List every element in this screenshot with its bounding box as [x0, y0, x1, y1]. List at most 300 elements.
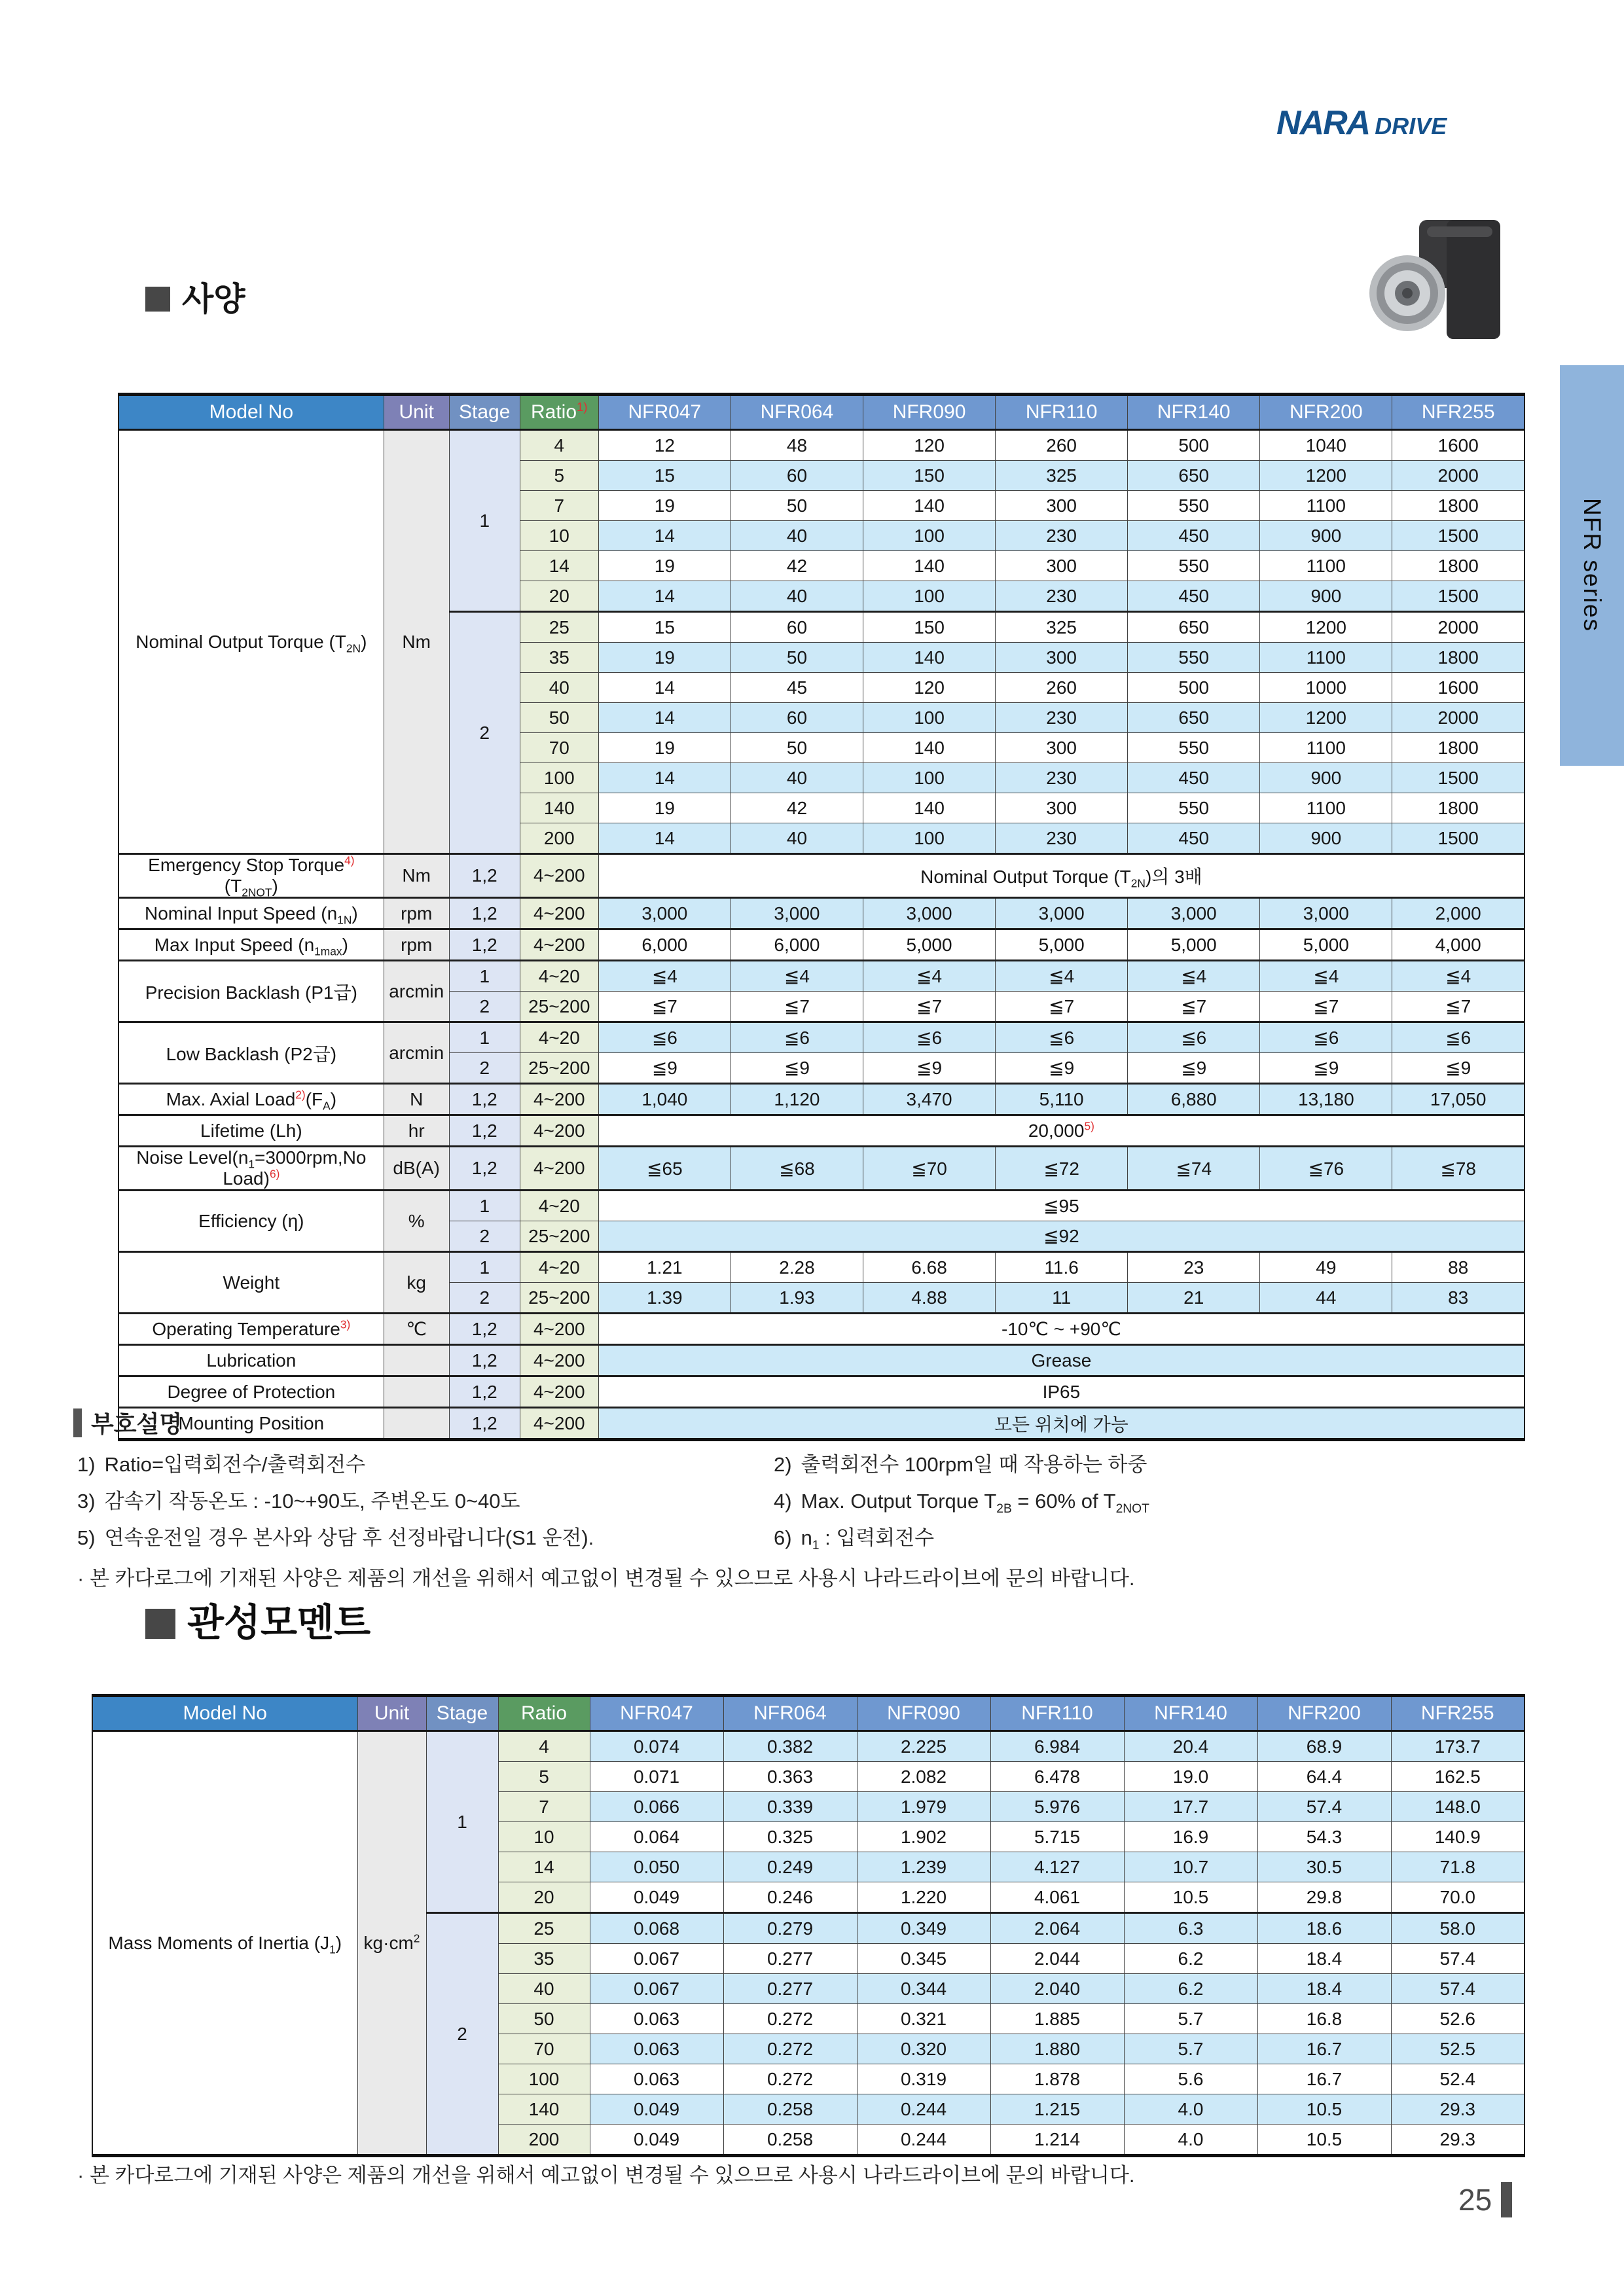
value-cell: 230	[996, 823, 1128, 854]
value-cell: 1800	[1392, 793, 1525, 823]
ratio-cell: 200	[498, 2125, 590, 2156]
value-cell: 230	[996, 521, 1128, 551]
stage-cell: 1,2	[449, 1115, 520, 1147]
value-cell: 450	[1128, 581, 1260, 612]
value-cell: ≦9	[863, 1053, 996, 1084]
value-cell: ≦7	[1392, 992, 1525, 1022]
value-cell: 4.0	[1124, 2094, 1257, 2125]
value-cell: ≦9	[996, 1053, 1128, 1084]
row-label-cell: Lubrication	[118, 1345, 384, 1376]
row-label-cell: Precision Backlash (P1급)	[118, 961, 384, 1022]
catalog-disclaimer-note: · 본 카다로그에 기재된 사양은 제품의 개선을 위해서 예고없이 변경될 수 있으므로 사용시 나라드라이브에 문의 바랍니다.	[77, 1567, 1135, 1590]
value-cell: 300	[996, 551, 1128, 581]
ratio-cell: 4~20	[520, 1022, 598, 1053]
stage-cell: 2	[449, 1221, 520, 1252]
row-label-cell: Low Backlash (P2급)	[118, 1022, 384, 1084]
value-cell: 150	[863, 461, 996, 491]
stage-cell: 2	[449, 612, 520, 854]
value-cell: 1.215	[990, 2094, 1124, 2125]
value-cell: 550	[1128, 491, 1260, 521]
value-cell: 100	[863, 763, 996, 793]
page-number-bar-icon	[1501, 2182, 1512, 2217]
value-cell: ≦6	[598, 1022, 731, 1053]
stage-cell: 1,2	[449, 854, 520, 898]
value-cell: 0.068	[590, 1913, 723, 1944]
merged-value-cell: Nominal Output Torque $(T_{2N})$의 3배	[598, 854, 1525, 898]
value-cell: 19	[598, 733, 731, 763]
value-cell: 140	[863, 793, 996, 823]
header-model-NFR110: NFR110	[990, 1696, 1124, 1731]
value-cell: 3,000	[996, 898, 1128, 929]
value-cell: 230	[996, 581, 1128, 612]
header-model-NFR064: NFR064	[723, 1696, 857, 1731]
value-cell: 1.239	[857, 1852, 990, 1882]
value-cell: 0.244	[857, 2094, 990, 2125]
value-cell: 1.39	[598, 1283, 731, 1314]
section-title-spec	[145, 281, 245, 317]
footnote-column-left	[77, 1448, 758, 1558]
value-cell: 5.715	[990, 1822, 1124, 1852]
ratio-cell: 5	[498, 1762, 590, 1792]
value-cell: 300	[996, 643, 1128, 673]
row-label-cell: Mounting Position	[118, 1408, 384, 1440]
value-cell: ≦9	[598, 1053, 731, 1084]
value-cell: 1000	[1260, 673, 1392, 703]
ratio-cell: 25	[498, 1913, 590, 1944]
value-cell: 550	[1128, 793, 1260, 823]
ratio-cell: 4~200	[520, 1084, 598, 1115]
unit-cell: %	[384, 1191, 449, 1252]
value-cell: ≦4	[598, 961, 731, 992]
ratio-cell: 25~200	[520, 992, 598, 1022]
stage-cell: 1,2	[449, 1345, 520, 1376]
value-cell: 650	[1128, 703, 1260, 733]
spec-table	[118, 393, 1525, 1441]
data-row-ratio-4	[92, 1731, 1525, 1762]
value-cell: 0.277	[723, 1944, 857, 1974]
value-cell: ≦9	[1392, 1053, 1525, 1084]
value-cell: 16.7	[1257, 2034, 1391, 2064]
value-cell: ≦70	[863, 1147, 996, 1191]
value-cell: 6.68	[863, 1252, 996, 1283]
brand-name-sub: DRIVE	[1375, 113, 1447, 139]
data-row	[118, 854, 1525, 898]
value-cell: 12	[598, 430, 731, 461]
data-row	[118, 1314, 1525, 1345]
page-footer	[1458, 2182, 1512, 2217]
header-model-NFR200: NFR200	[1260, 395, 1392, 430]
value-cell: 45	[731, 673, 863, 703]
value-cell: 550	[1128, 733, 1260, 763]
stage-cell: 1,2	[449, 898, 520, 929]
row-label-cell: Max. Axial $Load^{2)}(F_A)$	[118, 1084, 384, 1115]
value-cell: 1500	[1392, 763, 1525, 793]
value-cell: 650	[1128, 612, 1260, 643]
value-cell: 0.344	[857, 1974, 990, 2004]
value-cell: 52.6	[1391, 2004, 1525, 2034]
ratio-cell: 140	[520, 793, 598, 823]
value-cell: 16.8	[1257, 2004, 1391, 2034]
value-cell: 1.880	[990, 2034, 1124, 2064]
stage-cell: 1,2	[449, 929, 520, 961]
value-cell: 0.345	[857, 1944, 990, 1974]
value-cell: 3,000	[1128, 898, 1260, 929]
value-cell: 5,000	[1260, 929, 1392, 961]
value-cell: 60	[731, 612, 863, 643]
value-cell: ≦6	[1128, 1022, 1260, 1053]
row-label-cell: Operating Temperature$^{3)}$	[118, 1314, 384, 1345]
value-cell: 0.321	[857, 2004, 990, 2034]
value-cell: 550	[1128, 643, 1260, 673]
ratio-cell: 4~20	[520, 961, 598, 992]
stage-cell: 1,2	[449, 1314, 520, 1345]
unit-cell	[384, 1376, 449, 1408]
unit-cell: ℃	[384, 1314, 449, 1345]
inertia-table	[92, 1694, 1525, 2157]
value-cell: 140	[863, 733, 996, 763]
unit-cell: arcmin	[384, 961, 449, 1022]
value-cell: 29.3	[1391, 2094, 1525, 2125]
value-cell: 5,110	[996, 1084, 1128, 1115]
ratio-cell: 35	[520, 643, 598, 673]
value-cell: 1.878	[990, 2064, 1124, 2094]
value-cell: 5,000	[1128, 929, 1260, 961]
value-cell: 49	[1260, 1252, 1392, 1283]
header-model-NFR255: NFR255	[1391, 1696, 1525, 1731]
value-cell: 100	[863, 823, 996, 854]
value-cell: 14	[598, 823, 731, 854]
value-cell: 162.5	[1391, 1762, 1525, 1792]
unit-cell: Nm	[384, 854, 449, 898]
value-cell: ≦7	[1260, 992, 1392, 1022]
brand-name-main: NARA	[1276, 104, 1370, 142]
value-cell: ≦9	[731, 1053, 863, 1084]
series-side-tab-label: NFR series	[1579, 498, 1606, 633]
value-cell: 11	[996, 1283, 1128, 1314]
value-cell: 1200	[1260, 612, 1392, 643]
value-cell: 14	[598, 673, 731, 703]
value-cell: 1200	[1260, 461, 1392, 491]
value-cell: 29.3	[1391, 2125, 1525, 2156]
value-cell: 260	[996, 430, 1128, 461]
value-cell: 0.244	[857, 2125, 990, 2156]
value-cell: 1.885	[990, 2004, 1124, 2034]
ratio-cell: 4~200	[520, 1345, 598, 1376]
ratio-cell: 4~200	[520, 1376, 598, 1408]
ratio-cell: 25~200	[520, 1053, 598, 1084]
value-cell: 325	[996, 461, 1128, 491]
ratio-cell: 25~200	[520, 1283, 598, 1314]
value-cell: 1.93	[731, 1283, 863, 1314]
data-row	[118, 898, 1525, 929]
ratio-cell: 5	[520, 461, 598, 491]
value-cell: 0.064	[590, 1822, 723, 1852]
value-cell: 2.064	[990, 1913, 1124, 1944]
value-cell: 2.040	[990, 1974, 1124, 2004]
data-row	[118, 1345, 1525, 1376]
header-stage: Stage	[449, 395, 520, 430]
value-cell: 17.7	[1124, 1792, 1257, 1822]
value-cell: 100	[863, 521, 996, 551]
value-cell: 60	[731, 461, 863, 491]
square-bullet-icon	[145, 1609, 175, 1639]
value-cell: 100	[863, 703, 996, 733]
unit-cell: $kg\cdot cm^2$	[357, 1731, 426, 2156]
value-cell: 57.4	[1257, 1792, 1391, 1822]
value-cell: 1,040	[598, 1084, 731, 1115]
value-cell: 2,000	[1392, 898, 1525, 929]
value-cell: 30.5	[1257, 1852, 1391, 1882]
row-label-cell: Emergency Stop $Torque^{4)}(T_{2NOT})$	[118, 854, 384, 898]
value-cell: 140.9	[1391, 1822, 1525, 1852]
ratio-cell: 4	[520, 430, 598, 461]
value-cell: 450	[1128, 823, 1260, 854]
unit-cell: arcmin	[384, 1022, 449, 1084]
merged-value-cell: -10℃ ~ +90℃	[598, 1314, 1525, 1345]
value-cell: ≦7	[731, 992, 863, 1022]
header-model-NFR255: NFR255	[1392, 395, 1525, 430]
value-cell: 500	[1128, 673, 1260, 703]
footnote-item: 6) $n_1$ : 입력회전수	[774, 1526, 935, 1553]
value-cell: 0.319	[857, 2064, 990, 2094]
data-row-ratio-4	[118, 430, 1525, 461]
ratio-cell: 20	[520, 581, 598, 612]
ratio-cell: 7	[498, 1792, 590, 1822]
value-cell: 0.272	[723, 2004, 857, 2034]
value-cell: 18.6	[1257, 1913, 1391, 1944]
value-cell: 6.984	[990, 1731, 1124, 1762]
stage-cell: 2	[449, 992, 520, 1022]
value-cell: 140	[863, 551, 996, 581]
value-cell: 1800	[1392, 491, 1525, 521]
value-cell: 40	[731, 823, 863, 854]
value-cell: ≦65	[598, 1147, 731, 1191]
unit-cell: Nm	[384, 430, 449, 854]
value-cell: 40	[731, 521, 863, 551]
value-cell: ≦78	[1392, 1147, 1525, 1191]
merged-value-cell: IP65	[598, 1376, 1525, 1408]
value-cell: 14	[598, 521, 731, 551]
value-cell: 0.049	[590, 2125, 723, 2156]
row-label-cell: Max Input Speed $(n_{1max})$	[118, 929, 384, 961]
footnote-number: 3)	[77, 1490, 96, 1513]
section-title-inertia	[145, 1602, 370, 1644]
value-cell: ≦6	[996, 1022, 1128, 1053]
section-title-spec-text: 사양	[182, 281, 245, 317]
value-cell: ≦7	[1128, 992, 1260, 1022]
value-cell: 0.063	[590, 2064, 723, 2094]
value-cell: 1100	[1260, 491, 1392, 521]
ratio-cell: 40	[520, 673, 598, 703]
page-number: 25	[1458, 2183, 1492, 2217]
data-row	[118, 1147, 1525, 1191]
value-cell: 450	[1128, 763, 1260, 793]
value-cell: 6,000	[598, 929, 731, 961]
value-cell: 325	[996, 612, 1128, 643]
footnote-item: 4) Max. Output Torque $T_{2B} = 60\%$ of $T_{2NOT}$	[774, 1490, 1149, 1516]
ratio-cell: 25~200	[520, 1221, 598, 1252]
merged-value-cell: 모든 위치에 가능	[598, 1408, 1525, 1440]
value-cell: 2000	[1392, 703, 1525, 733]
row-label-cell: Efficiency (η)	[118, 1191, 384, 1252]
ratio-cell: 14	[520, 551, 598, 581]
value-cell: ≦4	[1260, 961, 1392, 992]
header-model-no: Model No	[118, 395, 384, 430]
value-cell: 50	[731, 733, 863, 763]
data-row	[118, 1376, 1525, 1408]
data-row	[118, 1252, 1525, 1283]
value-cell: 6,000	[731, 929, 863, 961]
footnote-legend-title-text: 부호설명	[91, 1410, 183, 1437]
value-cell: 550	[1128, 551, 1260, 581]
value-cell: 60	[731, 703, 863, 733]
value-cell: 1100	[1260, 733, 1392, 763]
value-cell: 68.9	[1257, 1731, 1391, 1762]
row-label-cell: Degree of Protection	[118, 1376, 384, 1408]
value-cell: 1500	[1392, 521, 1525, 551]
ratio-cell: 100	[520, 763, 598, 793]
value-cell: 19	[598, 491, 731, 521]
value-cell: 0.272	[723, 2064, 857, 2094]
value-cell: 5.6	[1124, 2064, 1257, 2094]
unit-cell: rpm	[384, 929, 449, 961]
row-label-cell: Nominal Input Speed $(n_{1N})$	[118, 898, 384, 929]
value-cell: 57.4	[1391, 1974, 1525, 2004]
value-cell: 6.2	[1124, 1944, 1257, 1974]
value-cell: 230	[996, 703, 1128, 733]
value-cell: 0.325	[723, 1822, 857, 1852]
value-cell: 5,000	[863, 929, 996, 961]
value-cell: ≦6	[863, 1022, 996, 1053]
ratio-cell: 70	[520, 733, 598, 763]
unit-cell: N	[384, 1084, 449, 1115]
value-cell: 5.7	[1124, 2004, 1257, 2034]
value-cell: 1600	[1392, 430, 1525, 461]
value-cell: 300	[996, 491, 1128, 521]
stage-cell: 1,2	[449, 1084, 520, 1115]
value-cell: 0.246	[723, 1882, 857, 1913]
value-cell: 0.050	[590, 1852, 723, 1882]
header-row	[92, 1696, 1525, 1731]
value-cell: 83	[1392, 1283, 1525, 1314]
value-cell: 0.071	[590, 1762, 723, 1792]
header-model-NFR140: NFR140	[1124, 1696, 1257, 1731]
value-cell: 16.9	[1124, 1822, 1257, 1852]
value-cell: 5.976	[990, 1792, 1124, 1822]
value-cell: 0.049	[590, 2094, 723, 2125]
header-row	[118, 395, 1525, 430]
stage-cell: 1	[449, 1022, 520, 1053]
unit-cell	[384, 1345, 449, 1376]
value-cell: 19.0	[1124, 1762, 1257, 1792]
stage-cell: 1,2	[449, 1376, 520, 1408]
value-cell: ≦72	[996, 1147, 1128, 1191]
value-cell: 5,000	[996, 929, 1128, 961]
stage-cell: 2	[449, 1283, 520, 1314]
value-cell: 52.4	[1391, 2064, 1525, 2094]
value-cell: 29.8	[1257, 1882, 1391, 1913]
data-row	[118, 1191, 1525, 1221]
header-stage: Stage	[426, 1696, 498, 1731]
footnote-number: 6)	[774, 1526, 792, 1549]
value-cell: 1800	[1392, 643, 1525, 673]
header-ratio: Ratio$^{1)}$	[520, 395, 598, 430]
value-cell: 40	[731, 763, 863, 793]
value-cell: 1600	[1392, 673, 1525, 703]
header-unit: Unit	[357, 1696, 426, 1731]
value-cell: 16.7	[1257, 2064, 1391, 2094]
stage-cell: 1	[449, 961, 520, 992]
ratio-cell: 50	[520, 703, 598, 733]
header-model-NFR140: NFR140	[1128, 395, 1260, 430]
value-cell: 0.249	[723, 1852, 857, 1882]
value-cell: 44	[1260, 1283, 1392, 1314]
value-cell: 173.7	[1391, 1731, 1525, 1762]
value-cell: 19	[598, 643, 731, 673]
value-cell: ≦9	[1260, 1053, 1392, 1084]
row-label-cell: Mass Moments of Inertia $(J_1)$	[92, 1731, 357, 2156]
ratio-cell: 100	[498, 2064, 590, 2094]
value-cell: 14	[598, 703, 731, 733]
value-cell: 15	[598, 461, 731, 491]
value-cell: 50	[731, 643, 863, 673]
value-cell: 20.4	[1124, 1731, 1257, 1762]
stage-cell: 1	[426, 1731, 498, 1913]
value-cell: 58.0	[1391, 1913, 1525, 1944]
value-cell: 0.279	[723, 1913, 857, 1944]
value-cell: ≦9	[1128, 1053, 1260, 1084]
value-cell: 1.902	[857, 1822, 990, 1852]
stage-cell: 1	[449, 430, 520, 612]
value-cell: 0.258	[723, 2094, 857, 2125]
value-cell: ≦74	[1128, 1147, 1260, 1191]
value-cell: 3,000	[598, 898, 731, 929]
footnote-item: 3) 감속기 작동온도 : -10~+90도, 주변온도 0~40도	[77, 1490, 520, 1513]
header-model-NFR047: NFR047	[598, 395, 731, 430]
ratio-cell: 50	[498, 2004, 590, 2034]
value-cell: 70.0	[1391, 1882, 1525, 1913]
value-cell: 3,000	[1260, 898, 1392, 929]
value-cell: ≦4	[996, 961, 1128, 992]
row-label-cell: Weight	[118, 1252, 384, 1314]
value-cell: 450	[1128, 521, 1260, 551]
value-cell: 10.7	[1124, 1852, 1257, 1882]
value-cell: 0.258	[723, 2125, 857, 2156]
value-cell: 0.277	[723, 1974, 857, 2004]
value-cell: 900	[1260, 521, 1392, 551]
merged-value-cell: ≦92	[598, 1221, 1525, 1252]
value-cell: 19	[598, 551, 731, 581]
data-row	[118, 1115, 1525, 1147]
ratio-cell: 40	[498, 1974, 590, 2004]
brand-logo	[1276, 103, 1447, 143]
value-cell: 1500	[1392, 581, 1525, 612]
header-model-NFR090: NFR090	[857, 1696, 990, 1731]
value-cell: 19	[598, 793, 731, 823]
value-cell: 4.127	[990, 1852, 1124, 1882]
value-cell: 230	[996, 763, 1128, 793]
ratio-cell: 4~200	[520, 929, 598, 961]
unit-cell	[384, 1408, 449, 1440]
value-cell: 2.082	[857, 1762, 990, 1792]
catalog-disclaimer-note: · 본 카다로그에 기재된 사양은 제품의 개선을 위해서 예고없이 변경될 수 있으므로 사용시 나라드라이브에 문의 바랍니다.	[77, 2164, 1135, 2187]
value-cell: 650	[1128, 461, 1260, 491]
value-cell: 3,000	[731, 898, 863, 929]
data-row	[118, 961, 1525, 992]
value-cell: 2000	[1392, 461, 1525, 491]
ratio-cell: 4~200	[520, 854, 598, 898]
value-cell: 1200	[1260, 703, 1392, 733]
